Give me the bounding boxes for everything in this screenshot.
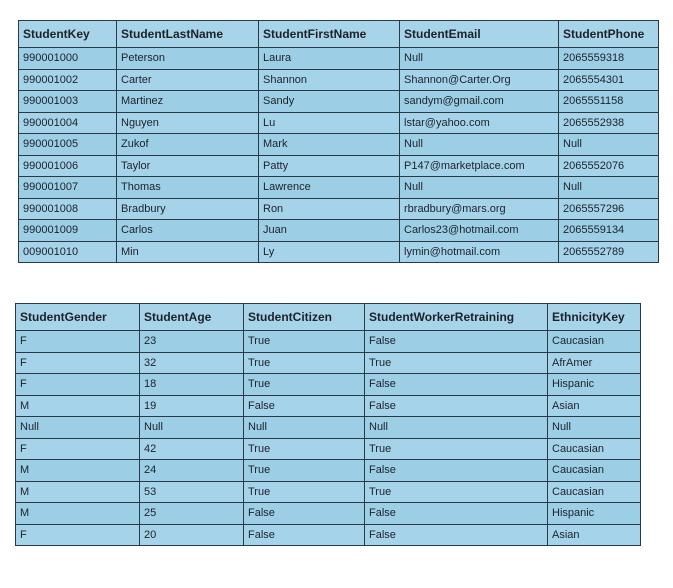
table-cell: rbradbury@mars.org bbox=[400, 198, 559, 220]
table-cell: 990001000 bbox=[19, 48, 117, 70]
table-cell: Null bbox=[400, 177, 559, 199]
table-row bbox=[19, 134, 659, 156]
table-cell: Patty bbox=[259, 155, 400, 177]
table-cell: False bbox=[365, 374, 548, 396]
student-contact-table bbox=[18, 20, 659, 263]
table-cell: Carlos bbox=[117, 220, 259, 242]
table-cell: 990001002 bbox=[19, 69, 117, 91]
table-cell: 18 bbox=[140, 374, 244, 396]
table-cell: False bbox=[244, 524, 365, 546]
table-cell: F bbox=[16, 331, 140, 353]
table-cell: True bbox=[365, 352, 548, 374]
table-row bbox=[19, 220, 659, 242]
table-cell: Ly bbox=[259, 241, 400, 263]
table-cell: 32 bbox=[140, 352, 244, 374]
table-row bbox=[16, 481, 641, 503]
table-cell: 990001004 bbox=[19, 112, 117, 134]
table-cell: Mark bbox=[259, 134, 400, 156]
table-cell: F bbox=[16, 524, 140, 546]
table-cell: Juan bbox=[259, 220, 400, 242]
table-cell: 25 bbox=[140, 503, 244, 525]
table-cell: Asian bbox=[548, 524, 641, 546]
table-cell: M bbox=[16, 395, 140, 417]
table-cell: 990001009 bbox=[19, 220, 117, 242]
table-row bbox=[16, 331, 641, 353]
table-row bbox=[19, 112, 659, 134]
table-cell: 2065557296 bbox=[559, 198, 659, 220]
table-cell: Taylor bbox=[117, 155, 259, 177]
student-demographics-table bbox=[15, 303, 641, 546]
table-cell: sandym@gmail.com bbox=[400, 91, 559, 113]
table-cell: 990001007 bbox=[19, 177, 117, 199]
table-cell: True bbox=[244, 374, 365, 396]
column-header: StudentKey bbox=[19, 21, 117, 48]
table-cell: Bradbury bbox=[117, 198, 259, 220]
table-cell: False bbox=[365, 460, 548, 482]
table-cell: True bbox=[244, 352, 365, 374]
table-cell: True bbox=[244, 331, 365, 353]
table-cell: M bbox=[16, 481, 140, 503]
table-cell: Caucasian bbox=[548, 481, 641, 503]
table-cell: Carter bbox=[117, 69, 259, 91]
table-row bbox=[16, 374, 641, 396]
table-cell: Null bbox=[140, 417, 244, 439]
table-cell: 24 bbox=[140, 460, 244, 482]
table-cell: 990001006 bbox=[19, 155, 117, 177]
table-cell: F bbox=[16, 352, 140, 374]
table-cell: Null bbox=[244, 417, 365, 439]
table-row bbox=[19, 69, 659, 91]
column-header: StudentWorkerRetraining bbox=[365, 304, 548, 331]
table-cell: False bbox=[365, 524, 548, 546]
table-cell: 23 bbox=[140, 331, 244, 353]
table-cell: Lawrence bbox=[259, 177, 400, 199]
table-cell: 19 bbox=[140, 395, 244, 417]
table-cell: Null bbox=[559, 177, 659, 199]
table-cell: Caucasian bbox=[548, 331, 641, 353]
column-header: StudentCitizen bbox=[244, 304, 365, 331]
table-cell: Null bbox=[548, 417, 641, 439]
table-cell: 2065552076 bbox=[559, 155, 659, 177]
table-cell: True bbox=[365, 438, 548, 460]
table-cell: Thomas bbox=[117, 177, 259, 199]
table-row bbox=[16, 524, 641, 546]
table-cell: 2065559134 bbox=[559, 220, 659, 242]
table-cell: 2065552789 bbox=[559, 241, 659, 263]
table-cell: Carlos23@hotmail.com bbox=[400, 220, 559, 242]
table-cell: lymin@hotmail.com bbox=[400, 241, 559, 263]
column-header: StudentGender bbox=[16, 304, 140, 331]
table-cell: F bbox=[16, 438, 140, 460]
table-cell: P147@marketplace.com bbox=[400, 155, 559, 177]
table-cell: False bbox=[244, 503, 365, 525]
table-row bbox=[19, 198, 659, 220]
table-row bbox=[19, 241, 659, 263]
column-header: StudentFirstName bbox=[259, 21, 400, 48]
table-cell: Zukof bbox=[117, 134, 259, 156]
table-cell: Lu bbox=[259, 112, 400, 134]
table-row bbox=[19, 155, 659, 177]
table-cell: Martinez bbox=[117, 91, 259, 113]
column-header: StudentAge bbox=[140, 304, 244, 331]
column-header: StudentPhone bbox=[559, 21, 659, 48]
table-row bbox=[19, 48, 659, 70]
table-row bbox=[16, 395, 641, 417]
table-cell: Caucasian bbox=[548, 460, 641, 482]
table-cell: Hispanic bbox=[548, 374, 641, 396]
table-cell: 990001003 bbox=[19, 91, 117, 113]
table-row bbox=[16, 503, 641, 525]
table-cell: lstar@yahoo.com bbox=[400, 112, 559, 134]
table-cell: Nguyen bbox=[117, 112, 259, 134]
column-header: StudentEmail bbox=[400, 21, 559, 48]
table-row bbox=[16, 352, 641, 374]
table-cell: Shannon bbox=[259, 69, 400, 91]
table-cell: 2065554301 bbox=[559, 69, 659, 91]
table-row bbox=[19, 177, 659, 199]
table-cell: False bbox=[365, 503, 548, 525]
table-row bbox=[16, 460, 641, 482]
table-cell: False bbox=[365, 331, 548, 353]
column-header: StudentLastName bbox=[117, 21, 259, 48]
table-cell: True bbox=[244, 438, 365, 460]
table-cell: 2065552938 bbox=[559, 112, 659, 134]
table-row bbox=[19, 91, 659, 113]
column-header: EthnicityKey bbox=[548, 304, 641, 331]
table-cell: Hispanic bbox=[548, 503, 641, 525]
table-cell: F bbox=[16, 374, 140, 396]
table-cell: M bbox=[16, 460, 140, 482]
table-cell: Peterson bbox=[117, 48, 259, 70]
table-cell: True bbox=[365, 481, 548, 503]
table-cell: False bbox=[244, 395, 365, 417]
table-cell: Sandy bbox=[259, 91, 400, 113]
table-cell: False bbox=[365, 395, 548, 417]
table-cell: AfrAmer bbox=[548, 352, 641, 374]
table-cell: Null bbox=[16, 417, 140, 439]
table-cell: Null bbox=[400, 48, 559, 70]
table-cell: 53 bbox=[140, 481, 244, 503]
table-cell: True bbox=[244, 481, 365, 503]
table-cell: 009001010 bbox=[19, 241, 117, 263]
table-cell: Min bbox=[117, 241, 259, 263]
table-cell: Null bbox=[559, 134, 659, 156]
table-cell: 990001005 bbox=[19, 134, 117, 156]
table-cell: 2065551158 bbox=[559, 91, 659, 113]
table-cell: 20 bbox=[140, 524, 244, 546]
table-row bbox=[16, 438, 641, 460]
table-cell: True bbox=[244, 460, 365, 482]
table-cell: Laura bbox=[259, 48, 400, 70]
table-cell: 42 bbox=[140, 438, 244, 460]
table-cell: 990001008 bbox=[19, 198, 117, 220]
header-row bbox=[16, 304, 641, 331]
header-row bbox=[19, 21, 659, 48]
table-cell: Caucasian bbox=[548, 438, 641, 460]
table-cell: 2065559318 bbox=[559, 48, 659, 70]
table-cell: Null bbox=[400, 134, 559, 156]
table-cell: Ron bbox=[259, 198, 400, 220]
table-cell: Null bbox=[365, 417, 548, 439]
table-cell: M bbox=[16, 503, 140, 525]
table-cell: Asian bbox=[548, 395, 641, 417]
table-cell: Shannon@Carter.Org bbox=[400, 69, 559, 91]
table-row bbox=[16, 417, 641, 439]
